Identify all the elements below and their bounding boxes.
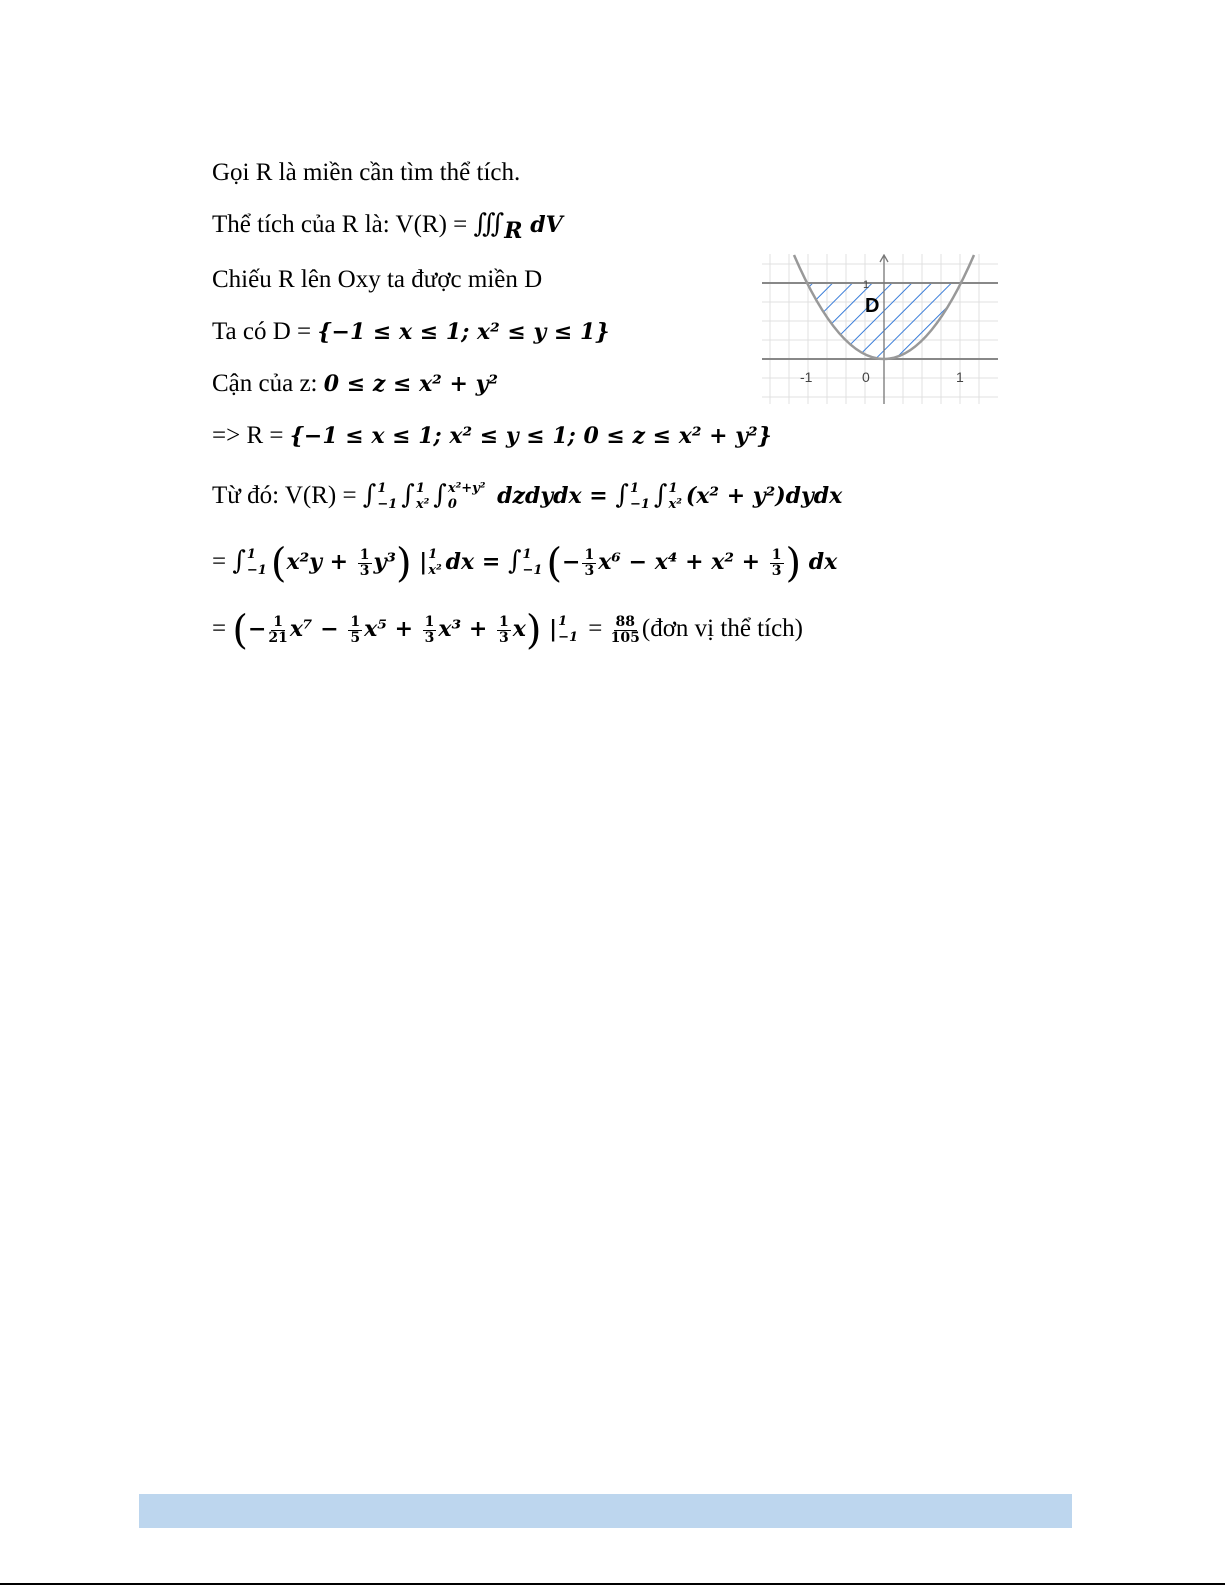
text-line-5: Cận của z: 0 ≤ z ≤ x² + y² — [212, 370, 498, 397]
region-d-graph — [762, 254, 998, 404]
x-tick-0: 0 — [862, 369, 870, 385]
y-tick-1: 1 — [863, 279, 870, 291]
text-line-3: Chiếu R lên Oxy ta được miền D — [212, 266, 543, 293]
x-tick-1: 1 — [956, 369, 964, 385]
text-line-1: Gọi R là miền cần tìm thể tích. — [212, 159, 521, 186]
text-line-7: Từ đó: V(R) = ∫ 1 −1 ∫ 1 x² ∫ x²+y² 0 dzdydx = ∫ 1 −1 ∫ 1 x² (x² + y²)dydx — [212, 480, 843, 513]
x-tick-neg1: -1 — [800, 369, 813, 385]
footer-bar — [139, 1494, 1072, 1528]
text-line-2: Thể tích của R là: $V(R) = ∭_R$ dV — [212, 209, 563, 244]
text-line-8: = ∫ 1 −1 (x²y + $\frac{1}{3}$ y³) | 1 x² dx = ∫ 1 −1 (− $\frac{1}{3}$ x⁶ − x⁴ + x² + $\frac{1}{3}$ ) dx — [212, 540, 838, 587]
text-line-4: Ta có D = {−1 ≤ x ≤ 1; x² ≤ y ≤ 1} — [212, 318, 610, 345]
region-d-label: D — [865, 295, 880, 317]
text-line-6: => R = {−1 ≤ x ≤ 1; x² ≤ y ≤ 1; 0 ≤ z ≤ x² + y²} — [212, 422, 772, 449]
text-line-9: = (− $\frac{1}{21}$ x⁷ − $\frac{1}{5}$ x⁵ + $\frac{1}{3}$ x³ + $\frac{1}{3}$ x) | 1 −1 = $\frac{88}{105}$ (đơn vị thể tích) — [212, 607, 803, 654]
